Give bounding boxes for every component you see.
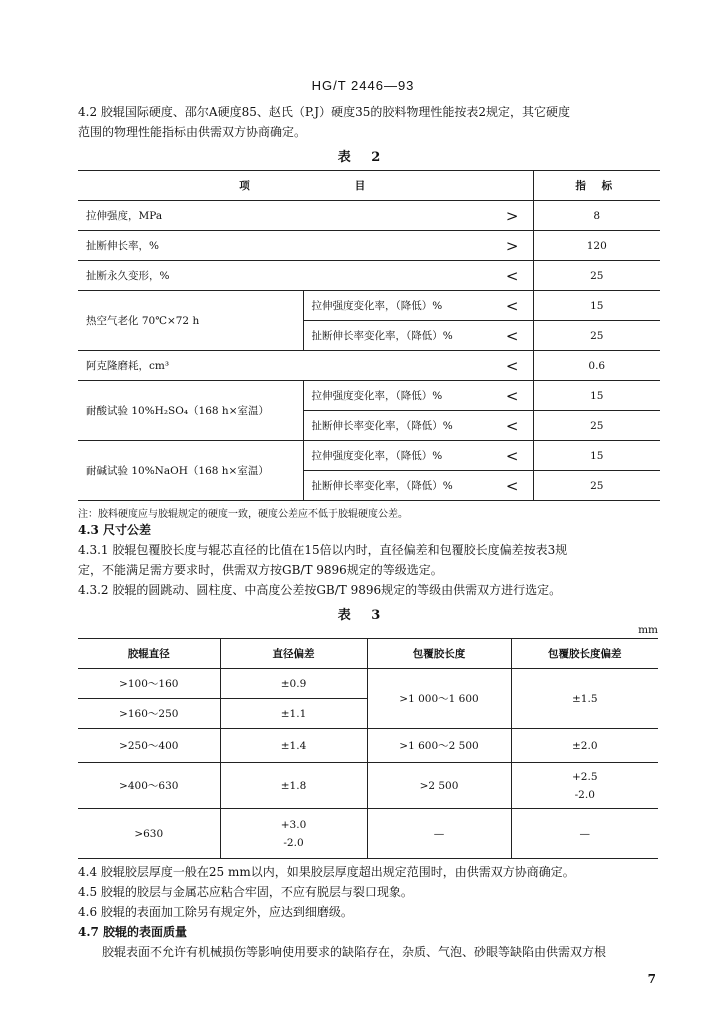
paragraph-4-3-2: 4.3.2 胶辊的圆跳动、圆柱度、中高度公差按GB/T 9896规定的等级由供需双方进行选定。 [78, 583, 562, 597]
paragraph-4-3-1-line1: 4.3.1 胶辊包覆胶长度与辊芯直径的比值在15倍以内时，直径偏差和包覆胶长度偏差按表3规 [78, 543, 568, 557]
table-row: 扯断伸长率变化率，（降低）% < 25 [78, 471, 660, 501]
paragraph-4-4: 4.4 胶辊胶层厚度一般在25 mm以内，如果胶层厚度超出规定范围时，由供需双方协商确定。 [78, 865, 575, 879]
table2 [78, 170, 660, 501]
table2-header-value: 指 标 [533, 171, 660, 201]
table-row: 阿克隆磨耗，cm³ < 0.6 [78, 351, 660, 381]
paragraphs-4-4-to-4-7 [78, 862, 660, 962]
table-row: 扯断伸长率变化率，（降低）% < 25 [78, 411, 660, 441]
section-4-3-title: 4.3 尺寸公差 [78, 523, 152, 537]
table-row: 扯断伸长率，% > 120 [78, 231, 660, 261]
paragraph-4-5: 4.5 胶辊的胶层与金属芯应粘合牢固，不应有脱层与裂口现象。 [78, 885, 413, 899]
table2-caption: 表 2 [337, 150, 389, 165]
table3-header: 直径偏差 [220, 639, 367, 669]
table3 [78, 638, 658, 859]
table3-caption: 表 3 [337, 608, 389, 623]
paragraph-4-7-body: 胶辊表面不允许有机械损伤等影响使用要求的缺陷存在，杂质、气泡、砂眼等缺陷由供需双方根 [102, 945, 607, 959]
table-row: >400～630 ±1.8 >2 500 +2.5 -2.0 [78, 763, 658, 809]
table2-header-item: 项 目 [78, 171, 533, 201]
document-header: HG/T 2446—93 [311, 78, 415, 93]
page-number: 7 [647, 972, 656, 986]
table3-header: 胶辊直径 [78, 639, 220, 669]
table3-unit: mm [638, 624, 658, 636]
table3-header-row [78, 639, 658, 669]
section-4-3 [78, 520, 660, 600]
table-row: 耐碱试验 10%NaOH（168 h×室温） 拉伸强度变化率，（降低）% < 15 [78, 441, 660, 471]
table-row: 扯断永久变形，% < 25 [78, 261, 660, 291]
table3-header: 包覆胶长度偏差 [511, 639, 658, 669]
table-row: >100～160 ±0.9 >1 000～1 600 ±1.5 [78, 669, 658, 699]
table2-header-row [78, 171, 660, 201]
table-row: 拉伸强度，MPa > 8 [78, 201, 660, 231]
table3-header: 包覆胶长度 [367, 639, 511, 669]
table-row: 耐酸试验 10%H₂SO₄（168 h×室温） 拉伸强度变化率，（降低）% < 15 [78, 381, 660, 411]
paragraph-4-6: 4.6 胶辊的表面加工除另有规定外，应达到细磨级。 [78, 905, 353, 919]
paragraph-4-7-title: 4.7 胶辊的表面质量 [78, 925, 188, 939]
table-row: 热空气老化 70℃×72 h 拉伸强度变化率，（降低）% < 15 [78, 291, 660, 321]
paragraph-4-2: 4.2 胶辊国际硬度、邵尔A硬度85、赵氏（P.J）硬度35的胶料物理性能按表2规定，其它硬度 范围的物理性能指标由供需双方协商确定。 [78, 105, 571, 139]
table2-note: 注：胶料硬度应与胶辊规定的硬度一致，硬度公差应不低于胶辊硬度公差。 [78, 509, 408, 520]
table-row: >630 +3.0 -2.0 — — [78, 809, 658, 859]
paragraph-4-3-1-line2: 定，不能满足需方要求时，供需双方按GB/T 9896规定的等级选定。 [78, 563, 443, 577]
table-row: >250～400 ±1.4 >1 600～2 500 ±2.0 [78, 729, 658, 763]
table-row: >160～250 ±1.1 [78, 699, 658, 729]
table-row: 扯断伸长率变化率，（降低）% < 25 [78, 321, 660, 351]
